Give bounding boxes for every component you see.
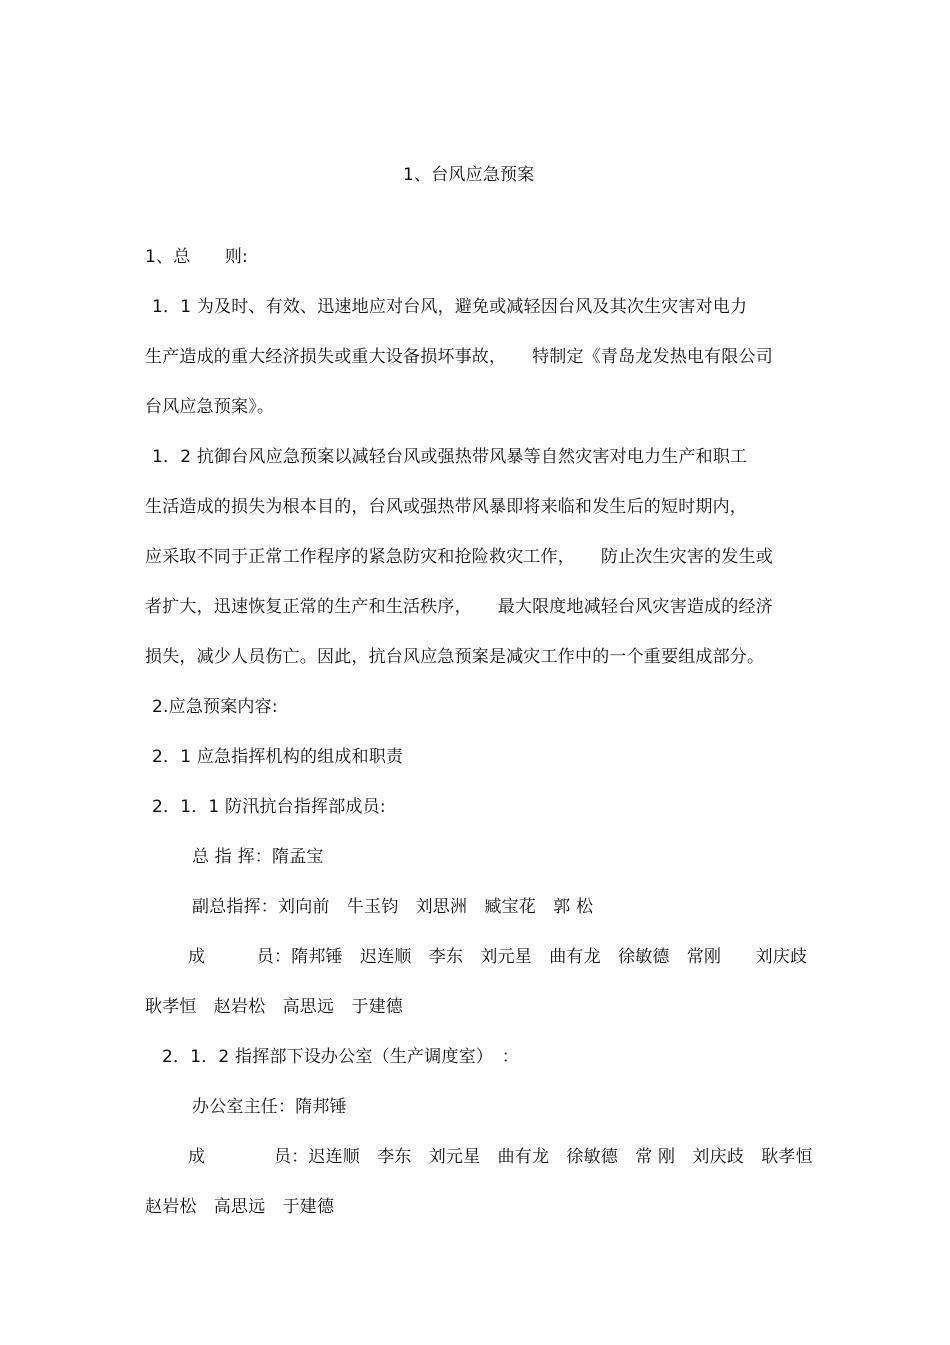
document-title: 1、台风应急预案 (403, 165, 535, 185)
paragraph-line: 生活造成的损失为根本目的，台风或强热带风暴即将来临和发生后的短时期内， (145, 497, 747, 517)
office-members-line-continued: 赵岩松 高思远 于建德 (145, 1197, 335, 1217)
paragraph-line: 台风应急预案》。 (145, 397, 275, 417)
paragraph-line: 损失，减少人员伤亡。因此，抗台风应急预案是减灾工作中的一个重要组成部分。 (145, 647, 765, 667)
deputy-commander-line: 副总指挥：刘向前 牛玉钧 刘思洲 臧宝花 郭 松 (192, 897, 594, 917)
subsection-heading: 2．1．1 防汛抗台指挥部成员: (152, 797, 386, 817)
office-members-line: 成 员：迟连顺 李东 刘元星 曲有龙 徐敏德 常 刚 刘庆歧 耿孝恒 (188, 1147, 813, 1167)
section-heading: 2.应急预案内容: (152, 697, 278, 717)
subsection-heading: 2．1 应急指挥机构的组成和职责 (152, 747, 404, 767)
paragraph-line: 应采取不同于正常工作程序的紧急防灾和抢险救灾工作， 防止次生灾害的发生或 (145, 547, 773, 567)
members-line-continued: 耿孝恒 赵岩松 高思远 于建德 (145, 997, 403, 1017)
office-director-line: 办公室主任：隋邦锤 (192, 1097, 347, 1117)
paragraph-line: 者扩大，迅速恢复正常的生产和生活秩序， 最大限度地减轻台风灾害造成的经济 (145, 597, 773, 617)
section-heading: 1、总 则: (145, 247, 248, 267)
paragraph-line: 1．1 为及时、有效、迅速地应对台风，避免或减轻因台风及其次生灾害对电力 (152, 297, 748, 317)
members-line: 成 员：隋邦锤 迟连顺 李东 刘元星 曲有龙 徐敏德 常刚 刘庆歧 (188, 947, 808, 967)
paragraph-line: 生产造成的重大经济损失或重大设备损坏事故， 特制定《青岛龙发热电有限公司 (145, 347, 773, 367)
paragraph-line: 1．2 抗御台风应急预案以减轻台风或强热带风暴等自然灾害对电力生产和职工 (152, 447, 748, 467)
commander-line: 总 指 挥：隋孟宝 (192, 847, 324, 867)
subsection-heading: 2．1．2 指挥部下设办公室（生产调度室） ： (162, 1047, 519, 1067)
